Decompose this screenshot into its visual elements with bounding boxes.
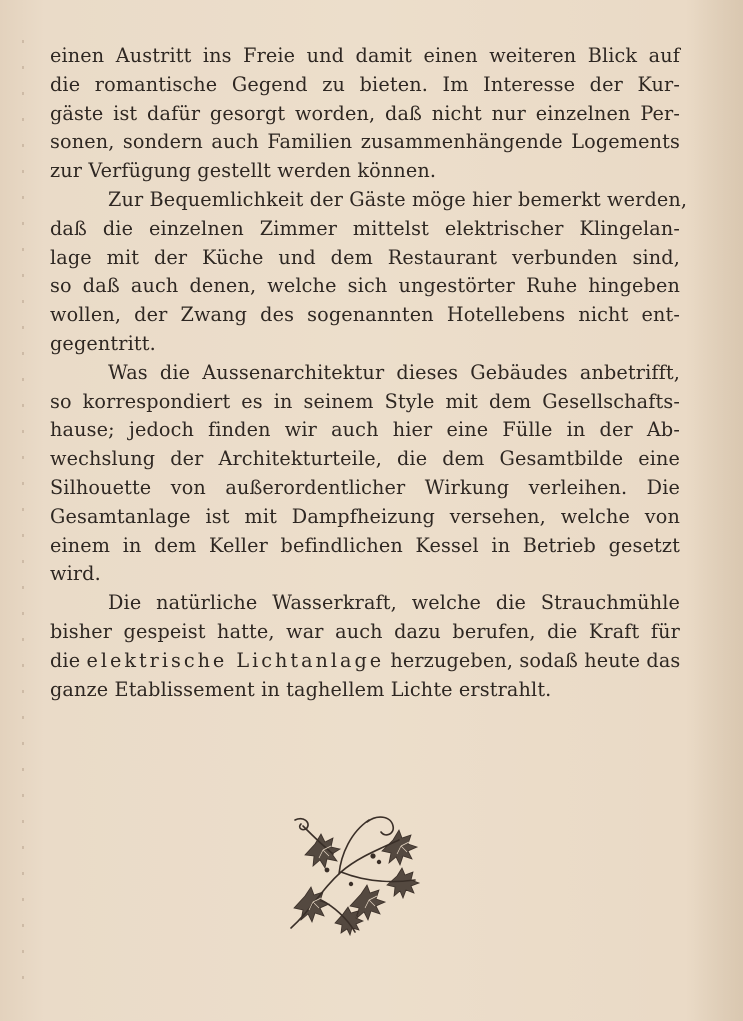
text-fragment: herzugeben, sodaß heute das — [390, 648, 681, 672]
text-line: wird. — [50, 562, 101, 586]
text-line: sonen, sondern auch Familien zusammenhängende Logements — [50, 130, 680, 154]
paragraph-3 — [50, 359, 680, 589]
text-line: zur Verfügung gestellt werden können. — [50, 159, 437, 183]
text-line: Zur Bequemlichkeit der Gäste möge hier bemerkt werden, — [108, 187, 688, 211]
body-text — [50, 42, 688, 704]
text-line: wechslung der Architekturteile, die dem Gesamtbilde eine — [50, 447, 680, 471]
text-line: gäste ist dafür gesorgt worden, daß nicht nur einzelnen Per- — [50, 101, 680, 125]
text-line: einen Austritt ins Freie und damit einen weiteren Blick auf — [50, 44, 680, 67]
text-line: bisher gespeist hatte, war auch dazu berufen, die Kraft für — [50, 619, 680, 643]
text-line: ganze Etablissement in taghellem Lichte erstrahlt. — [50, 677, 552, 701]
text-line: Silhouette von außerordentlicher Wirkung verleihen. Die — [50, 475, 680, 499]
text-line: einem in dem Keller befindlichen Kessel in Betrieb gesetzt — [50, 533, 680, 557]
text-line: die romantische Gegend zu bieten. Im Interesse der Kur- — [50, 72, 680, 96]
spaced-emphasis: elektrische Lichtanlage — [86, 648, 385, 672]
binding-gutter — [22, 40, 24, 980]
paragraph-1 — [50, 42, 680, 186]
text-line: daß die einzelnen Zimmer mittelst elektrischer Klingelan- — [50, 216, 680, 240]
floral-vignette-icon — [281, 810, 429, 938]
text-line: hause; jedoch finden wir auch hier eine Fülle in der Ab- — [50, 418, 680, 442]
text-line: so korrespondiert es in seinem Style mit dem Gesellschafts- — [50, 389, 680, 413]
text-line: wollen, der Zwang des sogenannten Hotellebens nicht ent- — [50, 303, 680, 327]
text-line: lage mit der Küche und dem Restaurant verbunden sind, — [50, 245, 680, 269]
paragraph-4 — [50, 589, 680, 704]
text-line: Was die Aussenarchitektur dieses Gebäudes anbetrifft, — [108, 360, 680, 384]
text-fragment: die — [50, 648, 81, 672]
paragraph-2 — [50, 186, 688, 359]
text-line: so daß auch denen, welche sich ungestörter Ruhe hingeben — [50, 274, 680, 298]
text-line — [50, 647, 680, 676]
text-line: Die natürliche Wasserkraft, welche die Strauchmühle — [108, 591, 680, 615]
text-line: Gesamtanlage ist mit Dampfheizung versehen, welche von — [50, 504, 680, 528]
page-edge-shadow — [691, 0, 743, 1021]
text-line: gegentritt. — [50, 331, 156, 355]
